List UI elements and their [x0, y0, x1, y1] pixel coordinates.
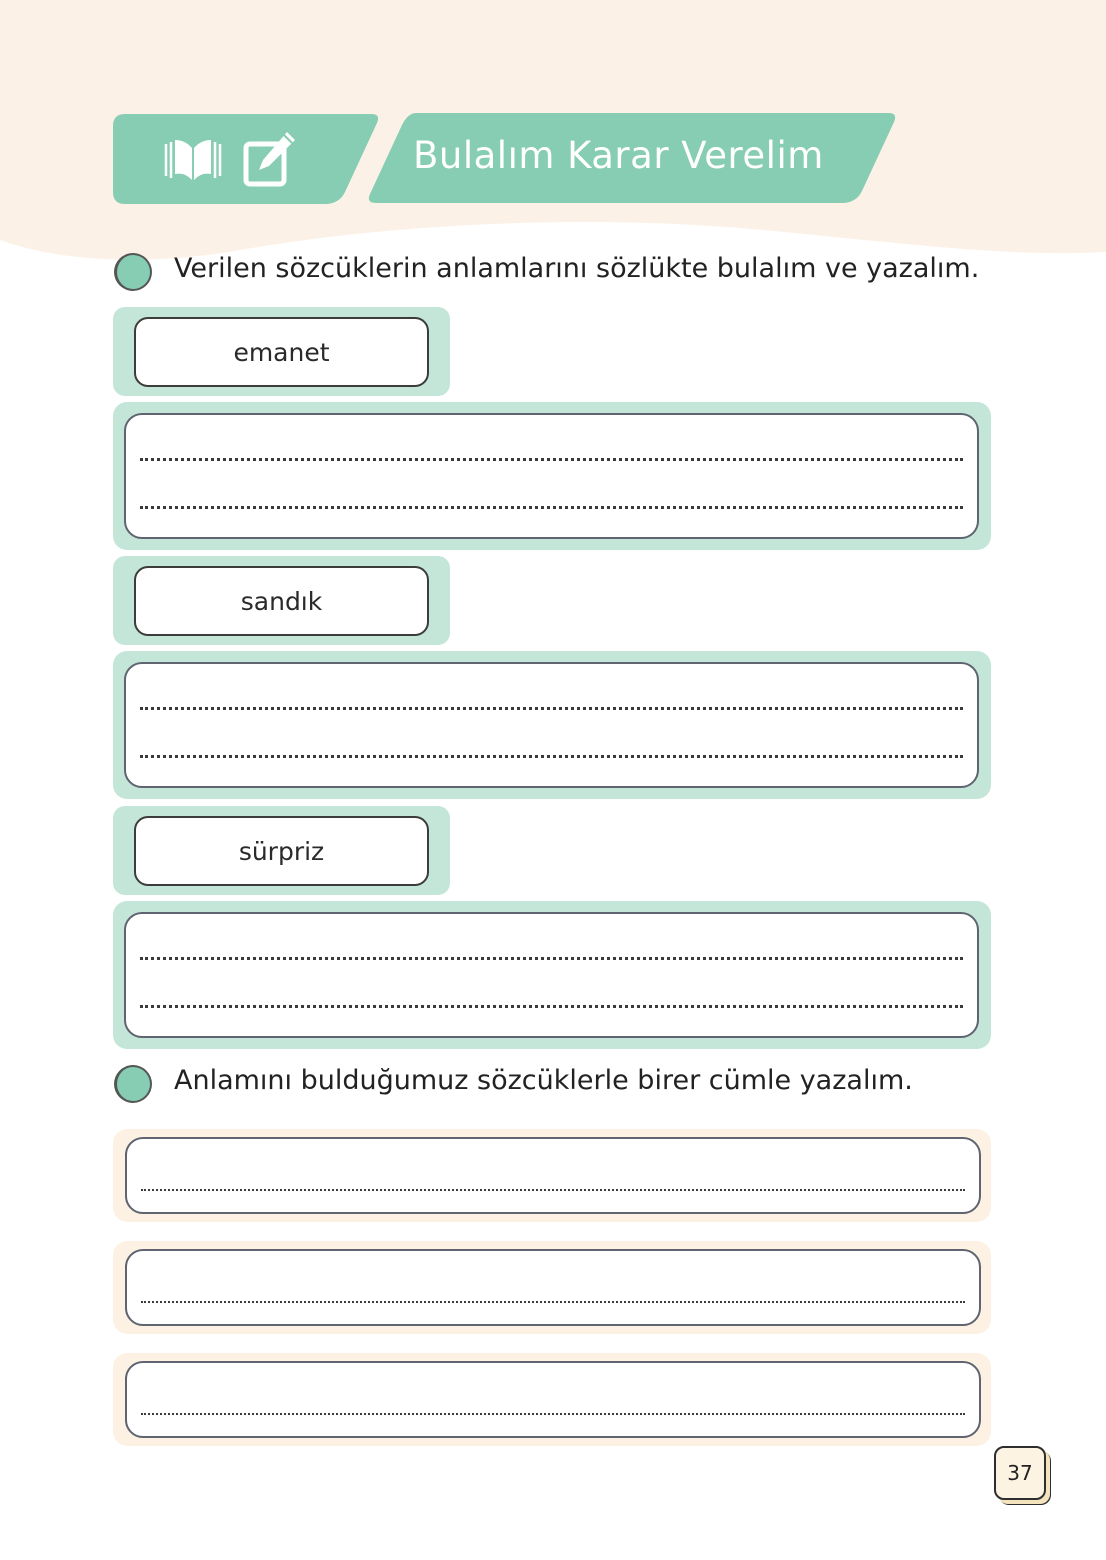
page-number: 37 [994, 1446, 1046, 1500]
answer-area[interactable] [124, 912, 979, 1038]
page-title: Bulalım Karar Verelim [413, 134, 824, 177]
word-tab [113, 806, 450, 895]
word-tab [113, 307, 450, 396]
word-label: sürpriz [134, 816, 429, 886]
word-tab [113, 556, 450, 645]
edit-icon [243, 130, 299, 192]
sentence-panel [113, 1353, 991, 1446]
sentence-panel [113, 1241, 991, 1334]
answer-panel [113, 402, 991, 550]
sentence-area[interactable] [125, 1137, 981, 1214]
sentence-area[interactable] [125, 1249, 981, 1326]
write-line[interactable] [141, 1301, 965, 1303]
write-line[interactable] [140, 755, 963, 758]
write-line[interactable] [141, 1413, 965, 1415]
instruction-text: Anlamını bulduğumuz sözcüklerle birer cümle yazalım. [174, 1065, 913, 1096]
write-line[interactable] [140, 707, 963, 710]
book-icon [163, 134, 223, 188]
word-label: emanet [134, 317, 429, 387]
write-line[interactable] [140, 1005, 963, 1008]
write-line[interactable] [140, 957, 963, 960]
write-line[interactable] [141, 1189, 965, 1191]
sentence-area[interactable] [125, 1361, 981, 1438]
instruction-text: Verilen sözcüklerin anlamlarını sözlükte bulalım ve yazalım. [174, 253, 980, 284]
write-line[interactable] [140, 506, 963, 509]
write-line[interactable] [140, 458, 963, 461]
answer-area[interactable] [124, 413, 979, 539]
answer-panel [113, 901, 991, 1049]
answer-area[interactable] [124, 662, 979, 788]
bullet-icon [114, 1065, 152, 1103]
sentence-panel [113, 1129, 991, 1222]
answer-panel [113, 651, 991, 799]
bullet-icon [114, 253, 152, 291]
word-label: sandık [134, 566, 429, 636]
